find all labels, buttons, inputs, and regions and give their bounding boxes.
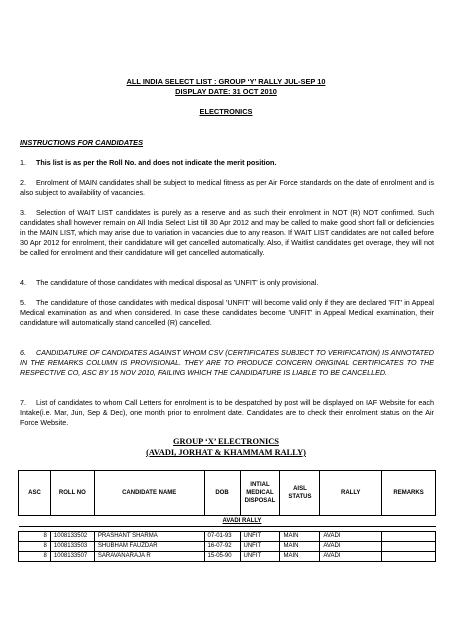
cell-medical: UNFIT [240, 532, 280, 542]
instruction-number: 7. [20, 398, 26, 407]
cell-rally: AVADI [320, 542, 382, 552]
instruction-number: 3. [20, 208, 26, 217]
cell-roll: 1008133507 [50, 552, 94, 562]
section-label: AVADI RALLY [204, 516, 280, 527]
instruction-text: The candidature of those candidates with medical disposal 'UNFIT' will become valid only if they are declared 'FIT' in Appeal Medical examination as and when considered. In case these candidates become 'UNFIT' in Appeal Medical examination, their candidature will automatically stand cancelled (R) cancelled. [20, 298, 434, 327]
trade-title: ELECTRONICS [199, 107, 253, 116]
cell-status: MAIN [280, 552, 320, 562]
instruction-3 [20, 208, 434, 258]
table-row [19, 542, 436, 552]
cell-roll: 1008133503 [50, 542, 94, 552]
cell-medical: UNFIT [240, 552, 280, 562]
instruction-2 [20, 178, 434, 198]
cell-medical: UNFIT [240, 542, 280, 552]
instruction-text: The candidature of those candidates with medical disposal as 'UNFIT' is only provisional. [36, 278, 319, 287]
candidate-table [18, 470, 436, 562]
col-header-remarks: REMARKS [382, 471, 436, 516]
cell-roll: 1008133502 [50, 532, 94, 542]
table-header-row [19, 471, 436, 516]
section-spacer [280, 516, 436, 527]
instruction-6 [20, 348, 434, 378]
cell-dob: 07-01-93 [204, 532, 240, 542]
instructions-heading: INSTRUCTIONS FOR CANDIDATES [20, 138, 144, 147]
col-header-rally: RALLY [320, 471, 382, 516]
cell-remarks [382, 532, 436, 542]
cell-dob: 15-05-90 [204, 552, 240, 562]
cell-status: MAIN [280, 542, 320, 552]
instruction-1 [20, 158, 434, 168]
col-header-dob: DOB [204, 471, 240, 516]
group-subtitle: (AVADI, JORHAT & KHAMMAM RALLY) [146, 448, 306, 457]
cell-rally: AVADI [320, 532, 382, 542]
cell-name: PRASHANT SHARMA [94, 532, 204, 542]
col-header-name: CANDIDATE NAME [94, 471, 204, 516]
instruction-number: 6. [20, 348, 26, 357]
cell-rally: AVADI [320, 552, 382, 562]
cell-name: SHUBHAM FAUZDAR [94, 542, 204, 552]
table-row [19, 532, 436, 542]
col-header-medical: INTIAL MEDICAL DISPOSAL [240, 471, 280, 516]
instruction-text: Selection of WAIT LIST candidates is purely as a reserve and as such their enrolment in NOT (R) NOT confirmed. Such candidates shall however remain on All India Select List till 30 Apr 2012 and may be called to make good short fall or deficiencies in the MAIN LIST, which may arise due to variation in vacancies due to any reason. If WAIT LIST candidates are not called before 30 Apr 2012 for enrolment, their candidature will get cancelled automatically. Also, if Waitlist candidates get overage, they will not be called for enrolment and their candidature will get cancelled automatically. [20, 208, 434, 257]
instruction-number: 1. [20, 158, 26, 167]
section-row [19, 516, 436, 527]
cell-dob: 16-07-92 [204, 542, 240, 552]
cell-remarks [382, 552, 436, 562]
display-date: DISPLAY DATE: 31 OCT 2010 [175, 87, 277, 96]
instruction-text: This list is as per the Roll No. and does not indicate the merit position. [36, 158, 277, 167]
instruction-5 [20, 298, 434, 328]
instruction-text: List of candidates to whom Call Letters for enrolment is to be despatched by post will be displayed on IAF Website for each Intake(i.e. Mar, Jun, Sep & Dec), one month prior to enrolment date. Candidates are to check their enrolment status on the Air Force Website. [20, 398, 434, 427]
instruction-7 [20, 398, 434, 428]
col-header-roll: ROLL NO [50, 471, 94, 516]
instruction-text: CANDIDATURE OF CANDIDATES AGAINST WHOM CSV (CERTIFICATES SUBJECT TO VERIFICATION) IS ANNOTATED IN THE REMARKS COLUMN IS PROVISIONAL. THEY ARE TO PRODUCE CONCERN ORIGINAL CERTIFICATES TO THE RESPECTIVE CO, ASC BY 15 NOV 2010, FAILING WHICH THE CANDIDATURE IS LIABLE TO BE CANCELLED. [20, 348, 434, 377]
cell-asc: 8 [19, 542, 51, 552]
section-spacer [19, 516, 205, 527]
instruction-number: 2. [20, 178, 26, 187]
cell-asc: 8 [19, 552, 51, 562]
list-title: ALL INDIA SELECT LIST : GROUP ‘Y’ RALLY JUL-SEP 10 [126, 77, 326, 86]
cell-status: MAIN [280, 532, 320, 542]
cell-asc: 8 [19, 532, 51, 542]
col-header-asc: ASC [19, 471, 51, 516]
group-title: GROUP ‘X’ ELECTRONICS [173, 437, 279, 446]
instruction-text: Enrolment of MAIN candidates shall be subject to medical fitness as per Air Force standards on the date of enrolment and is also subject to availability of vacancies. [20, 178, 434, 197]
instruction-number: 5. [20, 298, 26, 307]
cell-remarks [382, 542, 436, 552]
cell-name: SARAVANARAJA R [94, 552, 204, 562]
instruction-4 [20, 278, 434, 288]
col-header-status: AISL STATUS [280, 471, 320, 516]
table-row [19, 552, 436, 562]
instruction-number: 4. [20, 278, 26, 287]
